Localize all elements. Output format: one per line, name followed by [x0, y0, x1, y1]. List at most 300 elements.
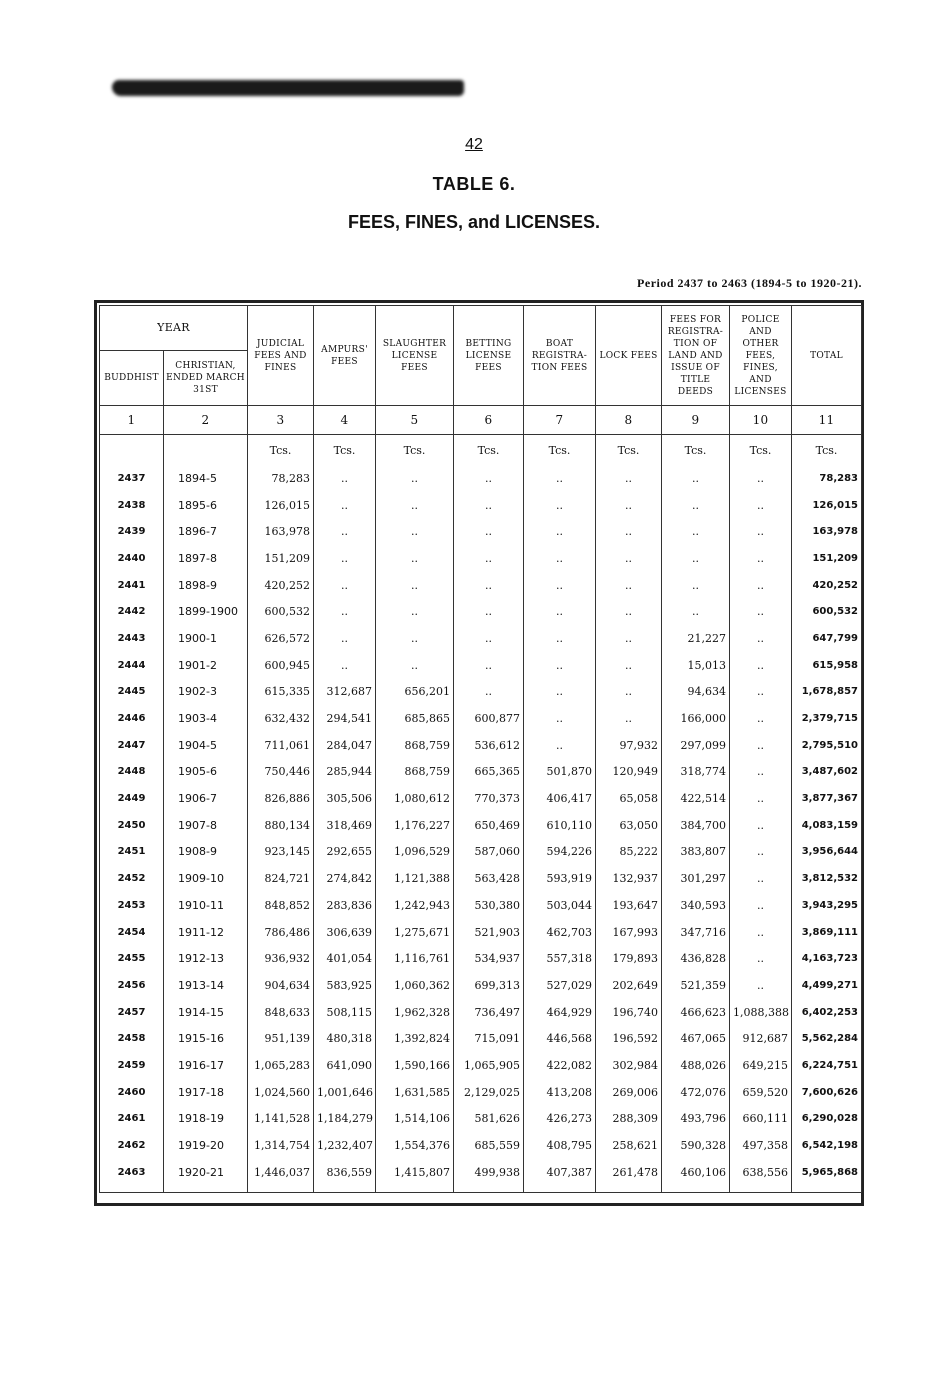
- value-cell: 711,061: [248, 732, 314, 759]
- value-cell: 530,380: [454, 892, 524, 919]
- value-cell: 94,634: [662, 679, 730, 706]
- buddhist-header: BUDDHIST: [100, 351, 164, 406]
- table-row: [100, 892, 862, 919]
- christian-year-cell: 1907-8: [164, 812, 248, 839]
- value-cell: 1,392,824: [376, 1025, 454, 1052]
- total-cell: 3,943,295: [792, 892, 862, 919]
- title-deeds-header: FEES FOR REGISTRA-TION OF LAND AND ISSUE OF TITLE DEEDS: [662, 306, 730, 406]
- value-cell: 151,209: [248, 545, 314, 572]
- value-cell: 848,633: [248, 999, 314, 1026]
- table-body: [100, 435, 862, 1193]
- value-cell: 1,080,612: [376, 785, 454, 812]
- christian-year-cell: 1910-11: [164, 892, 248, 919]
- unit-label: Tcs.: [376, 435, 454, 466]
- value-cell: 436,828: [662, 945, 730, 972]
- value-cell: 167,993: [596, 919, 662, 946]
- total-cell: 126,015: [792, 492, 862, 519]
- column-number: 7: [524, 406, 596, 435]
- value-cell: ..: [730, 945, 792, 972]
- value-cell: 196,592: [596, 1025, 662, 1052]
- table-row: [100, 839, 862, 866]
- value-cell: 685,559: [454, 1132, 524, 1159]
- buddhist-year-cell: 2459: [100, 1052, 164, 1079]
- unit-label: Tcs.: [730, 435, 792, 466]
- value-cell: ..: [662, 598, 730, 625]
- value-cell: 665,365: [454, 759, 524, 786]
- value-cell: 1,116,761: [376, 945, 454, 972]
- value-cell: ..: [662, 545, 730, 572]
- value-cell: ..: [524, 492, 596, 519]
- value-cell: 63,050: [596, 812, 662, 839]
- value-cell: 593,919: [524, 865, 596, 892]
- value-cell: 274,842: [314, 865, 376, 892]
- value-cell: 638,556: [730, 1159, 792, 1192]
- table-row: [100, 492, 862, 519]
- value-cell: ..: [730, 865, 792, 892]
- christian-year-cell: 1895-6: [164, 492, 248, 519]
- value-cell: 641,090: [314, 1052, 376, 1079]
- table-row: [100, 465, 862, 492]
- value-cell: 626,572: [248, 625, 314, 652]
- total-cell: 3,812,532: [792, 865, 862, 892]
- total-cell: 4,163,723: [792, 945, 862, 972]
- value-cell: 1,314,754: [248, 1132, 314, 1159]
- buddhist-year-cell: 2446: [100, 705, 164, 732]
- value-cell: ..: [596, 518, 662, 545]
- value-cell: ..: [730, 518, 792, 545]
- value-cell: 294,541: [314, 705, 376, 732]
- value-cell: ..: [314, 598, 376, 625]
- value-cell: 936,932: [248, 945, 314, 972]
- value-cell: ..: [454, 652, 524, 679]
- table-row: [100, 679, 862, 706]
- christian-year-cell: 1920-21: [164, 1159, 248, 1192]
- christian-year-cell: 1915-16: [164, 1025, 248, 1052]
- column-number: 4: [314, 406, 376, 435]
- value-cell: 904,634: [248, 972, 314, 999]
- unit-label: Tcs.: [524, 435, 596, 466]
- value-cell: 261,478: [596, 1159, 662, 1192]
- value-cell: ..: [524, 518, 596, 545]
- christian-year-cell: 1906-7: [164, 785, 248, 812]
- total-cell: 647,799: [792, 625, 862, 652]
- value-cell: 460,106: [662, 1159, 730, 1192]
- value-cell: 347,716: [662, 919, 730, 946]
- value-cell: 1,184,279: [314, 1106, 376, 1133]
- table-row: [100, 1079, 862, 1106]
- value-cell: 1,962,328: [376, 999, 454, 1026]
- value-cell: 383,807: [662, 839, 730, 866]
- value-cell: 868,759: [376, 732, 454, 759]
- value-cell: 467,065: [662, 1025, 730, 1052]
- value-cell: ..: [454, 465, 524, 492]
- value-cell: 521,359: [662, 972, 730, 999]
- redacted-header-scribble: [112, 80, 464, 96]
- value-cell: ..: [376, 492, 454, 519]
- value-cell: ..: [730, 919, 792, 946]
- total-header: TOTAL: [792, 306, 862, 406]
- value-cell: ..: [454, 545, 524, 572]
- value-cell: ..: [314, 465, 376, 492]
- column-number: 6: [454, 406, 524, 435]
- column-number: 2: [164, 406, 248, 435]
- value-cell: 318,469: [314, 812, 376, 839]
- value-cell: ..: [730, 652, 792, 679]
- value-cell: 521,903: [454, 919, 524, 946]
- value-cell: ..: [524, 572, 596, 599]
- buddhist-year-cell: 2463: [100, 1159, 164, 1192]
- value-cell: 269,006: [596, 1079, 662, 1106]
- total-cell: 3,956,644: [792, 839, 862, 866]
- value-cell: 699,313: [454, 972, 524, 999]
- lock-fees-header: LOCK FEES: [596, 306, 662, 406]
- table-row: [100, 759, 862, 786]
- police-fees-header: POLICE AND OTHER FEES, FINES, AND LICENSES: [730, 306, 792, 406]
- value-cell: 85,222: [596, 839, 662, 866]
- value-cell: 78,283: [248, 465, 314, 492]
- value-cell: 563,428: [454, 865, 524, 892]
- value-cell: 312,687: [314, 679, 376, 706]
- christian-year-cell: 1899-1900: [164, 598, 248, 625]
- value-cell: ..: [596, 705, 662, 732]
- buddhist-year-cell: 2461: [100, 1106, 164, 1133]
- value-cell: 1,446,037: [248, 1159, 314, 1192]
- value-cell: ..: [730, 972, 792, 999]
- value-cell: ..: [454, 492, 524, 519]
- value-cell: 499,938: [454, 1159, 524, 1192]
- value-cell: 600,532: [248, 598, 314, 625]
- total-cell: 1,678,857: [792, 679, 862, 706]
- unit-label: Tcs.: [248, 435, 314, 466]
- value-cell: ..: [730, 892, 792, 919]
- christian-year-cell: 1909-10: [164, 865, 248, 892]
- judicial-fees-header: JUDICIAL FEES AND FINES: [248, 306, 314, 406]
- value-cell: 615,335: [248, 679, 314, 706]
- total-cell: 2,795,510: [792, 732, 862, 759]
- value-cell: ..: [596, 492, 662, 519]
- table-row: [100, 732, 862, 759]
- value-cell: 659,520: [730, 1079, 792, 1106]
- value-cell: 1,141,528: [248, 1106, 314, 1133]
- christian-year-cell: 1917-18: [164, 1079, 248, 1106]
- christian-year-cell: 1912-13: [164, 945, 248, 972]
- value-cell: 836,559: [314, 1159, 376, 1192]
- buddhist-year-cell: 2453: [100, 892, 164, 919]
- buddhist-year-cell: 2443: [100, 625, 164, 652]
- value-cell: 786,486: [248, 919, 314, 946]
- column-number-row: [100, 406, 862, 435]
- value-cell: 132,937: [596, 865, 662, 892]
- buddhist-year-cell: 2462: [100, 1132, 164, 1159]
- value-cell: ..: [524, 625, 596, 652]
- buddhist-year-cell: 2458: [100, 1025, 164, 1052]
- table-row: [100, 545, 862, 572]
- table-row: [100, 972, 862, 999]
- value-cell: 1,275,671: [376, 919, 454, 946]
- total-cell: 6,402,253: [792, 999, 862, 1026]
- value-cell: 466,623: [662, 999, 730, 1026]
- value-cell: 446,568: [524, 1025, 596, 1052]
- value-cell: 503,044: [524, 892, 596, 919]
- christian-year-cell: 1894-5: [164, 465, 248, 492]
- total-cell: 2,379,715: [792, 705, 862, 732]
- buddhist-year-cell: 2439: [100, 518, 164, 545]
- value-cell: 848,852: [248, 892, 314, 919]
- buddhist-year-cell: 2450: [100, 812, 164, 839]
- total-cell: 4,499,271: [792, 972, 862, 999]
- table-row: [100, 1052, 862, 1079]
- value-cell: 1,088,388: [730, 999, 792, 1026]
- value-cell: 1,060,362: [376, 972, 454, 999]
- value-cell: 600,945: [248, 652, 314, 679]
- value-cell: ..: [524, 652, 596, 679]
- table-row: [100, 919, 862, 946]
- value-cell: 750,446: [248, 759, 314, 786]
- value-cell: ..: [730, 732, 792, 759]
- value-cell: ..: [730, 625, 792, 652]
- buddhist-year-cell: 2452: [100, 865, 164, 892]
- buddhist-year-cell: 2457: [100, 999, 164, 1026]
- christian-year-cell: 1897-8: [164, 545, 248, 572]
- value-cell: 196,740: [596, 999, 662, 1026]
- value-cell: 534,937: [454, 945, 524, 972]
- value-cell: 284,047: [314, 732, 376, 759]
- unit-label: Tcs.: [314, 435, 376, 466]
- value-cell: 1,514,106: [376, 1106, 454, 1133]
- value-cell: 21,227: [662, 625, 730, 652]
- value-cell: 126,015: [248, 492, 314, 519]
- value-cell: 302,984: [596, 1052, 662, 1079]
- value-cell: ..: [314, 625, 376, 652]
- value-cell: 408,795: [524, 1132, 596, 1159]
- value-cell: 501,870: [524, 759, 596, 786]
- value-cell: ..: [376, 545, 454, 572]
- value-cell: 407,387: [524, 1159, 596, 1192]
- value-cell: 649,215: [730, 1052, 792, 1079]
- value-cell: ..: [376, 518, 454, 545]
- value-cell: 527,029: [524, 972, 596, 999]
- table-row: [100, 652, 862, 679]
- value-cell: ..: [730, 598, 792, 625]
- value-cell: 868,759: [376, 759, 454, 786]
- value-cell: ..: [596, 572, 662, 599]
- value-cell: ..: [596, 598, 662, 625]
- christian-year-cell: 1902-3: [164, 679, 248, 706]
- value-cell: 179,893: [596, 945, 662, 972]
- value-cell: 497,358: [730, 1132, 792, 1159]
- value-cell: ..: [730, 759, 792, 786]
- value-cell: ..: [596, 465, 662, 492]
- table-row: [100, 945, 862, 972]
- table-row: [100, 705, 862, 732]
- value-cell: ..: [454, 679, 524, 706]
- buddhist-year-cell: 2447: [100, 732, 164, 759]
- value-cell: 508,115: [314, 999, 376, 1026]
- value-cell: 824,721: [248, 865, 314, 892]
- value-cell: 65,058: [596, 785, 662, 812]
- christian-year-cell: 1913-14: [164, 972, 248, 999]
- buddhist-year-cell: 2438: [100, 492, 164, 519]
- value-cell: 557,318: [524, 945, 596, 972]
- value-cell: ..: [524, 465, 596, 492]
- christian-year-cell: 1903-4: [164, 705, 248, 732]
- value-cell: 426,273: [524, 1106, 596, 1133]
- christian-year-cell: 1901-2: [164, 652, 248, 679]
- value-cell: 581,626: [454, 1106, 524, 1133]
- value-cell: 1,415,807: [376, 1159, 454, 1192]
- value-cell: ..: [314, 492, 376, 519]
- boat-registration-header: BOAT REGISTRA-TION FEES: [524, 306, 596, 406]
- value-cell: 826,886: [248, 785, 314, 812]
- table-frame: [94, 300, 864, 1206]
- value-cell: 1,631,585: [376, 1079, 454, 1106]
- table-row: [100, 785, 862, 812]
- table-row: [100, 572, 862, 599]
- value-cell: ..: [730, 812, 792, 839]
- buddhist-year-cell: 2460: [100, 1079, 164, 1106]
- value-cell: 1,554,376: [376, 1132, 454, 1159]
- value-cell: ..: [376, 652, 454, 679]
- buddhist-year-cell: 2445: [100, 679, 164, 706]
- value-cell: 656,201: [376, 679, 454, 706]
- value-cell: 120,949: [596, 759, 662, 786]
- value-cell: 305,506: [314, 785, 376, 812]
- total-cell: 6,224,751: [792, 1052, 862, 1079]
- value-cell: ..: [314, 572, 376, 599]
- value-cell: ..: [596, 545, 662, 572]
- total-cell: 5,965,868: [792, 1159, 862, 1192]
- value-cell: 1,096,529: [376, 839, 454, 866]
- value-cell: 587,060: [454, 839, 524, 866]
- christian-year-cell: 1896-7: [164, 518, 248, 545]
- value-cell: 292,655: [314, 839, 376, 866]
- value-cell: ..: [730, 572, 792, 599]
- value-cell: 923,145: [248, 839, 314, 866]
- value-cell: ..: [730, 785, 792, 812]
- value-cell: ..: [730, 839, 792, 866]
- value-cell: 594,226: [524, 839, 596, 866]
- value-cell: ..: [376, 625, 454, 652]
- value-cell: 583,925: [314, 972, 376, 999]
- value-cell: 306,639: [314, 919, 376, 946]
- christian-year-cell: 1905-6: [164, 759, 248, 786]
- ampurs-fees-header: AMPURS' FEES: [314, 306, 376, 406]
- buddhist-year-cell: 2441: [100, 572, 164, 599]
- value-cell: 488,026: [662, 1052, 730, 1079]
- value-cell: ..: [596, 679, 662, 706]
- value-cell: 650,469: [454, 812, 524, 839]
- unit-label: Tcs.: [596, 435, 662, 466]
- value-cell: 420,252: [248, 572, 314, 599]
- christian-year-cell: 1900-1: [164, 625, 248, 652]
- value-cell: ..: [596, 625, 662, 652]
- value-cell: 422,514: [662, 785, 730, 812]
- betting-license-header: BETTING LICENSE FEES: [454, 306, 524, 406]
- value-cell: ..: [730, 679, 792, 706]
- value-cell: 590,328: [662, 1132, 730, 1159]
- fees-table: [99, 305, 862, 1193]
- unit-label: Tcs.: [662, 435, 730, 466]
- total-cell: 420,252: [792, 572, 862, 599]
- value-cell: ..: [454, 625, 524, 652]
- christian-year-cell: 1919-20: [164, 1132, 248, 1159]
- value-cell: 2,129,025: [454, 1079, 524, 1106]
- value-cell: 301,297: [662, 865, 730, 892]
- value-cell: 318,774: [662, 759, 730, 786]
- value-cell: 1,176,227: [376, 812, 454, 839]
- table-row: [100, 598, 862, 625]
- buddhist-year-cell: 2455: [100, 945, 164, 972]
- units-row: [100, 435, 862, 466]
- value-cell: 340,593: [662, 892, 730, 919]
- table-subtitle: FEES, FINES, and LICENSES.: [347, 212, 601, 232]
- slaughter-license-header: SLAUGHTER LICENSE FEES: [376, 306, 454, 406]
- value-cell: ..: [730, 492, 792, 519]
- value-cell: ..: [454, 518, 524, 545]
- table-row: [100, 1132, 862, 1159]
- value-cell: 1,065,905: [454, 1052, 524, 1079]
- total-cell: 3,487,602: [792, 759, 862, 786]
- value-cell: 193,647: [596, 892, 662, 919]
- column-number: 5: [376, 406, 454, 435]
- unit-label: [164, 435, 248, 466]
- value-cell: ..: [524, 545, 596, 572]
- value-cell: ..: [376, 465, 454, 492]
- column-number: 10: [730, 406, 792, 435]
- table-row: [100, 625, 862, 652]
- table-row: [100, 865, 862, 892]
- value-cell: 472,076: [662, 1079, 730, 1106]
- total-cell: 163,978: [792, 518, 862, 545]
- value-cell: 15,013: [662, 652, 730, 679]
- value-cell: 297,099: [662, 732, 730, 759]
- value-cell: ..: [596, 652, 662, 679]
- value-cell: 283,836: [314, 892, 376, 919]
- column-number: 9: [662, 406, 730, 435]
- value-cell: 1,121,388: [376, 865, 454, 892]
- value-cell: 464,929: [524, 999, 596, 1026]
- value-cell: ..: [730, 705, 792, 732]
- christian-header: CHRISTIAN, ENDED MARCH 31ST: [164, 351, 248, 406]
- total-cell: 615,958: [792, 652, 862, 679]
- buddhist-year-cell: 2454: [100, 919, 164, 946]
- value-cell: ..: [662, 465, 730, 492]
- buddhist-year-cell: 2449: [100, 785, 164, 812]
- table-row: [100, 812, 862, 839]
- value-cell: 736,497: [454, 999, 524, 1026]
- value-cell: 422,082: [524, 1052, 596, 1079]
- buddhist-year-cell: 2440: [100, 545, 164, 572]
- total-cell: 3,877,367: [792, 785, 862, 812]
- year-header: YEAR: [100, 306, 248, 351]
- table-row: [100, 1106, 862, 1133]
- period-caption: Period 2437 to 2463 (1894-5 to 1920-21).: [637, 276, 862, 290]
- value-cell: 685,865: [376, 705, 454, 732]
- table-row: [100, 1159, 862, 1192]
- value-cell: 1,065,283: [248, 1052, 314, 1079]
- total-cell: 7,600,626: [792, 1079, 862, 1106]
- total-cell: 6,290,028: [792, 1106, 862, 1133]
- value-cell: ..: [730, 545, 792, 572]
- table-title: TABLE 6.: [432, 174, 516, 194]
- value-cell: 536,612: [454, 732, 524, 759]
- page-number: 42: [465, 136, 483, 153]
- column-number: 8: [596, 406, 662, 435]
- christian-year-cell: 1908-9: [164, 839, 248, 866]
- value-cell: 632,432: [248, 705, 314, 732]
- value-cell: 406,417: [524, 785, 596, 812]
- unit-label: Tcs.: [792, 435, 862, 466]
